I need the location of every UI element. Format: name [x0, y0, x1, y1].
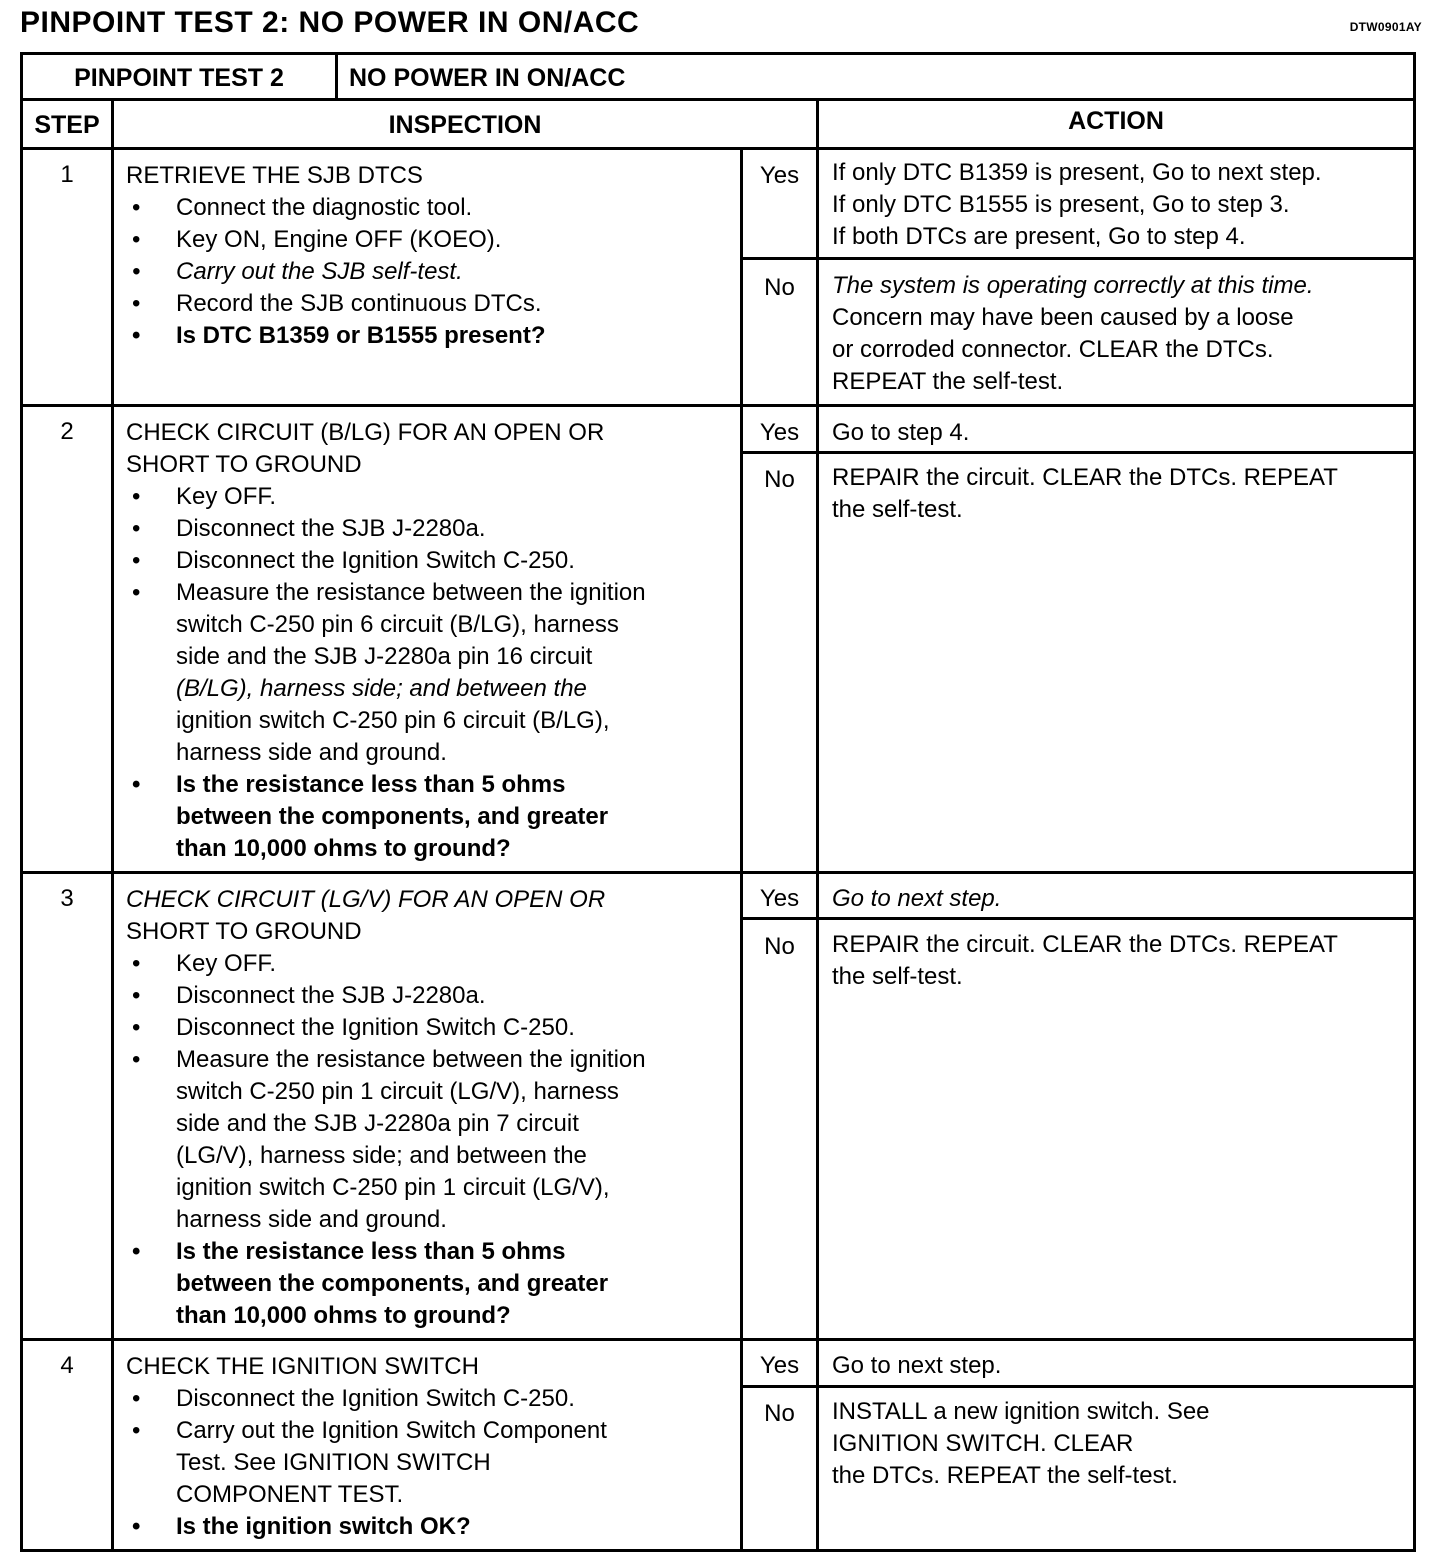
measure-line: ignition switch C-250 pin 1 circuit (LG/V),: [176, 1174, 610, 1201]
step-heading: RETRIEVE THE SJB DTCS: [126, 162, 423, 189]
yes-action: Go to next step.: [832, 1352, 1002, 1379]
rule-step-column: [111, 98, 114, 1549]
action-line: IGNITION SWITCH. CLEAR: [832, 1430, 1134, 1457]
inspection-bullets: [126, 948, 736, 1332]
rule-yes-no-column: [740, 147, 743, 1549]
step-heading: SHORT TO GROUND: [126, 918, 362, 945]
action-line: or corroded connector. CLEAR the DTCs.: [832, 336, 1274, 363]
step-3-inspection: [126, 884, 736, 1332]
test-label: PINPOINT TEST 2: [74, 64, 284, 92]
bullet-question: • Is DTC B1359 or B1555 present?: [126, 320, 736, 352]
rule-yes-no-step-2: [740, 451, 1413, 454]
step-heading: CHECK CIRCUIT (B/LG) FOR AN OPEN OR: [126, 419, 605, 446]
yes-label: Yes: [759, 419, 800, 446]
yes-action: Go to next step.: [832, 885, 1002, 912]
yes-label: Yes: [759, 162, 800, 189]
action-line: If only DTC B1555 is present, Go to step 3.: [832, 191, 1290, 218]
bullet-item: • Disconnect the Ignition Switch C-250.: [126, 1012, 736, 1044]
yes-action: Go to step 4.: [832, 419, 970, 446]
rule-yes-no-step-4: [740, 1385, 1413, 1388]
bullet-item: • Connect the diagnostic tool.: [126, 192, 736, 224]
bullet-question: [126, 769, 736, 865]
bullet-item: [126, 1415, 736, 1511]
action-line: INSTALL a new ignition switch. See: [832, 1398, 1210, 1425]
no-action: [832, 270, 1412, 398]
step-1-inspection: [126, 160, 736, 352]
yes-label: Yes: [759, 1352, 800, 1379]
action-line: If both DTCs are present, Go to step 4.: [832, 223, 1246, 250]
component-line: Test. See IGNITION SWITCH: [176, 1449, 491, 1476]
column-header-action: ACTION: [1068, 107, 1164, 135]
step-4-inspection: [126, 1351, 736, 1543]
bullet-item: • Disconnect the Ignition Switch C-250.: [126, 1383, 736, 1415]
question-line: between the components, and greater: [176, 803, 609, 830]
action-line: Concern may have been caused by a loose: [832, 304, 1294, 331]
question-line: between the components, and greater: [176, 1270, 609, 1297]
pinpoint-test-table: [20, 52, 1416, 1552]
step-heading: CHECK THE IGNITION SWITCH: [126, 1353, 479, 1380]
bullet-item: • Disconnect the Ignition Switch C-250.: [126, 545, 736, 577]
rule-yes-no-step-3: [740, 917, 1413, 920]
step-heading: SHORT TO GROUND: [126, 451, 362, 478]
question-line: than 10,000 ohms to ground?: [176, 1302, 511, 1329]
no-action: [832, 929, 1412, 993]
page-title: PINPOINT TEST 2: NO POWER IN ON/ACC: [20, 6, 640, 39]
measure-line: switch C-250 pin 1 circuit (LG/V), harness: [176, 1078, 619, 1105]
step-number: 4: [60, 1352, 74, 1379]
action-line: the DTCs. REPEAT the self-test.: [832, 1462, 1178, 1489]
step-heading: CHECK CIRCUIT (LG/V) FOR AN OPEN OR: [126, 886, 606, 913]
yes-action: [832, 157, 1412, 253]
column-header-step: STEP: [34, 111, 100, 139]
step-number: 2: [60, 418, 74, 445]
rule-below-step-2: [23, 871, 1413, 874]
no-action: [832, 1396, 1412, 1492]
no-label: No: [764, 466, 795, 493]
no-label: No: [764, 933, 795, 960]
yes-label: Yes: [759, 885, 800, 912]
question-line: than 10,000 ohms to ground?: [176, 835, 511, 862]
bullet-question: • Is the ignition switch OK?: [126, 1511, 736, 1543]
action-line: REPEAT the self-test.: [832, 368, 1064, 395]
bullet-item: • Key ON, Engine OFF (KOEO).: [126, 224, 736, 256]
rule-below-step-1: [23, 404, 1413, 407]
measure-line: harness side and ground.: [176, 1206, 447, 1233]
no-label: No: [764, 274, 795, 301]
step-number: 3: [60, 885, 74, 912]
action-line: REPAIR the circuit. CLEAR the DTCs. REPEAT: [832, 931, 1338, 958]
measure-line: (B/LG), harness side; and between the: [176, 675, 587, 702]
measure-line: (LG/V), harness side; and between the: [176, 1142, 587, 1169]
bullet-item: • Carry out the SJB self-test.: [126, 256, 736, 288]
measure-line: harness side and ground.: [176, 739, 447, 766]
bullet-item: • Disconnect the SJB J-2280a.: [126, 980, 736, 1012]
test-name: NO POWER IN ON/ACC: [349, 64, 626, 92]
inspection-bullets: [126, 481, 736, 865]
bullet-question: [126, 1236, 736, 1332]
action-line: If only DTC B1359 is present, Go to next step.: [832, 159, 1322, 186]
action-line: REPAIR the circuit. CLEAR the DTCs. REPEAT: [832, 464, 1338, 491]
inspection-bullets: [126, 192, 736, 352]
action-line: the self-test.: [832, 496, 963, 523]
no-label: No: [764, 1400, 795, 1427]
rule-below-header-row: [23, 147, 1413, 150]
bullet-item: • Record the SJB continuous DTCs.: [126, 288, 736, 320]
component-line: COMPONENT TEST.: [176, 1481, 404, 1508]
measure-line: • Measure the resistance between the ignition: [176, 1046, 646, 1073]
inspection-bullets: [126, 1383, 736, 1543]
step-2-inspection: [126, 417, 736, 865]
question-line: • Is the resistance less than 5 ohms: [176, 1238, 566, 1265]
rule-title-split: [335, 55, 338, 99]
column-header-inspection: INSPECTION: [388, 111, 542, 139]
step-number: 1: [60, 161, 74, 188]
rule-yes-no-step-1: [740, 257, 1413, 260]
component-line: • Carry out the Ignition Switch Component: [176, 1417, 607, 1444]
action-line: the self-test.: [832, 963, 963, 990]
rule-action-column: [816, 98, 819, 1549]
bullet-item: [126, 577, 736, 769]
action-line: The system is operating correctly at this time.: [832, 272, 1314, 299]
question-line: • Is the resistance less than 5 ohms: [176, 771, 566, 798]
bullet-item: [126, 1044, 736, 1236]
measure-line: switch C-250 pin 6 circuit (B/LG), harness: [176, 611, 619, 638]
measure-line: • Measure the resistance between the ignition: [176, 579, 646, 606]
measure-line: ignition switch C-250 pin 6 circuit (B/LG),: [176, 707, 610, 734]
bullet-item: • Disconnect the SJB J-2280a.: [126, 513, 736, 545]
bullet-item: • Key OFF.: [126, 481, 736, 513]
bullet-item: • Key OFF.: [126, 948, 736, 980]
measure-line: side and the SJB J-2280a pin 7 circuit: [176, 1110, 579, 1137]
document-code: DTW0901AY: [1349, 20, 1422, 34]
no-action: [832, 462, 1412, 526]
measure-line: side and the SJB J-2280a pin 16 circuit: [176, 643, 593, 670]
rule-below-step-3: [23, 1338, 1413, 1341]
